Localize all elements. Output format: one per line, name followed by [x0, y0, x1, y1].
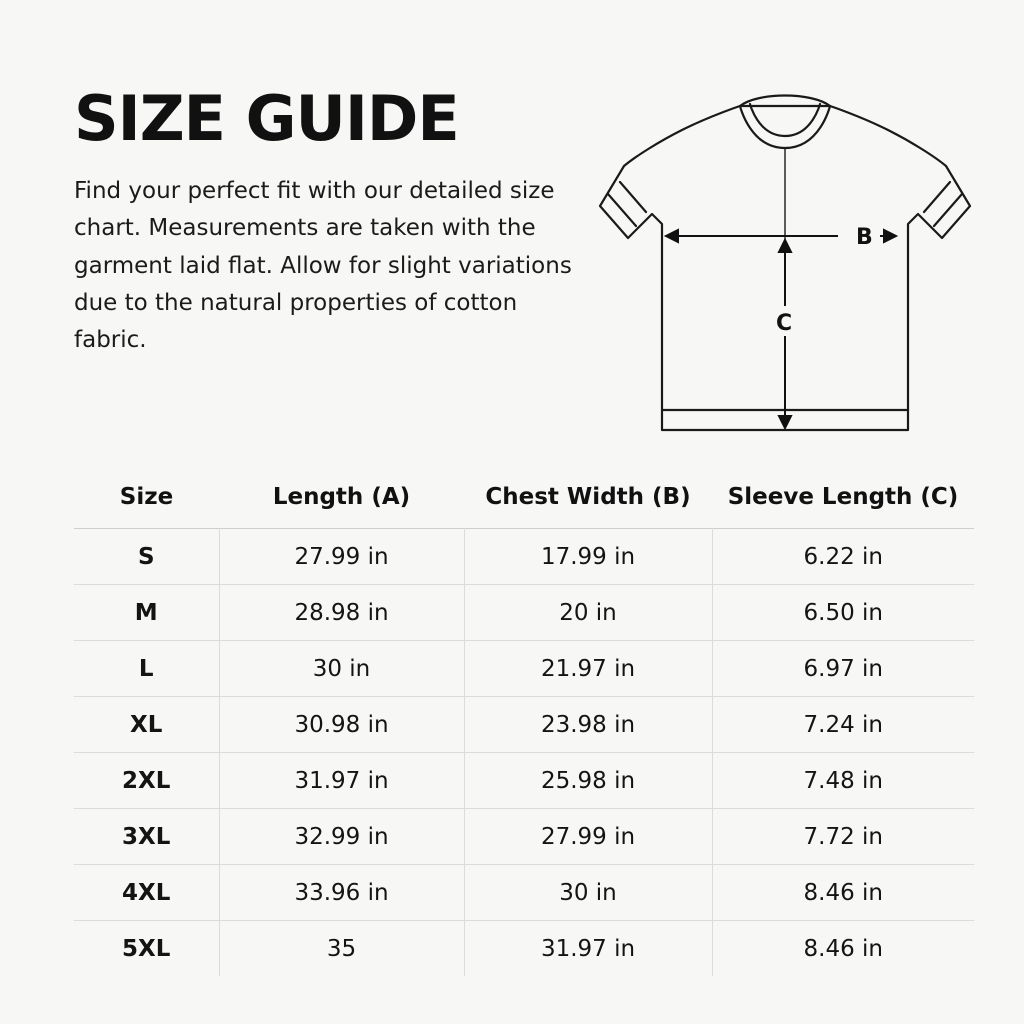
- measurement-label-c: C: [776, 311, 793, 336]
- measurement-label-b: B: [856, 225, 873, 250]
- cell-sleeve-length: 6.97 in: [712, 641, 974, 697]
- cell-length: 30.98 in: [219, 697, 464, 753]
- cell-chest-width: 17.99 in: [464, 529, 712, 585]
- cell-chest-width: 25.98 in: [464, 753, 712, 809]
- table-body: [74, 529, 974, 977]
- column-header-size: Size: [119, 484, 174, 510]
- cell-size: 3XL: [74, 809, 219, 865]
- cell-chest-width: 23.98 in: [464, 697, 712, 753]
- cell-chest-width: 30 in: [464, 865, 712, 921]
- table-row: [74, 921, 974, 977]
- cell-size: S: [74, 529, 219, 585]
- cell-length: 35: [219, 921, 464, 977]
- cell-size: M: [74, 585, 219, 641]
- cell-length: 32.99 in: [219, 809, 464, 865]
- cell-length: 30 in: [219, 641, 464, 697]
- table-row: [74, 697, 974, 753]
- cell-length: 31.97 in: [219, 753, 464, 809]
- cell-sleeve-length: 7.24 in: [712, 697, 974, 753]
- cell-chest-width: 31.97 in: [464, 921, 712, 977]
- cell-length: 28.98 in: [219, 585, 464, 641]
- cell-size: XL: [74, 697, 219, 753]
- cell-size: 4XL: [74, 865, 219, 921]
- table-row: [74, 585, 974, 641]
- tshirt-diagram: [590, 78, 990, 458]
- cell-sleeve-length: 6.22 in: [712, 529, 974, 585]
- header-block: [74, 82, 614, 382]
- page-title: SIZE GUIDE: [74, 82, 459, 155]
- tshirt-illustration: [590, 78, 990, 458]
- cell-size: L: [74, 641, 219, 697]
- table-row: [74, 865, 974, 921]
- table-row: [74, 641, 974, 697]
- cell-sleeve-length: 8.46 in: [712, 865, 974, 921]
- cell-length: 27.99 in: [219, 529, 464, 585]
- intro-paragraph: Find your perfect fit with our detailed size chart. Measurements are taken with the garment laid flat. Allow for slight variations due to the natural properties of cotton fabric.: [74, 178, 572, 353]
- cell-size: 2XL: [74, 753, 219, 809]
- cell-sleeve-length: 7.48 in: [712, 753, 974, 809]
- cell-chest-width: 20 in: [464, 585, 712, 641]
- table-header-row: [74, 478, 974, 529]
- size-table: [74, 478, 974, 976]
- cell-sleeve-length: 6.50 in: [712, 585, 974, 641]
- table-row: [74, 753, 974, 809]
- table-row: [74, 529, 974, 585]
- table-header: [74, 478, 974, 529]
- cell-length: 33.96 in: [219, 865, 464, 921]
- cell-sleeve-length: 7.72 in: [712, 809, 974, 865]
- column-header-sleeve-length: Sleeve Length (C): [727, 484, 959, 510]
- column-header-chest-width: Chest Width (B): [485, 484, 691, 510]
- table-row: [74, 809, 974, 865]
- size-table-container: [74, 478, 974, 976]
- cell-chest-width: 27.99 in: [464, 809, 712, 865]
- cell-sleeve-length: 8.46 in: [712, 921, 974, 977]
- cell-size: 5XL: [74, 921, 219, 977]
- cell-chest-width: 21.97 in: [464, 641, 712, 697]
- column-header-length: Length (A): [272, 484, 411, 510]
